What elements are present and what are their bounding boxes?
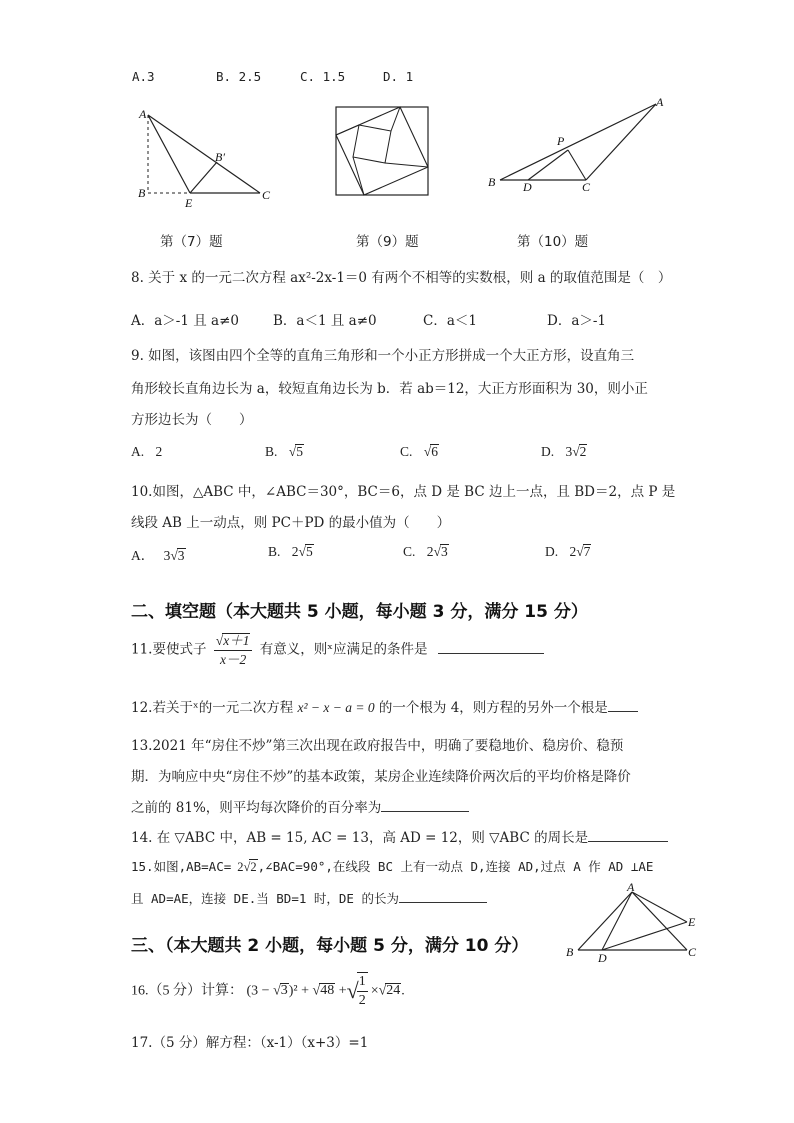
q12-pre: 12.若关于ˣ的一元二次方程 [131, 700, 294, 716]
figure-15 [562, 882, 712, 964]
q10-option-d-letter: D. [545, 544, 559, 559]
figure-7 [135, 105, 280, 210]
q15-line-1b: ,∠BAC=90°,在线段 BC 上有一动点 D,连接 AD,过点 A 作 AD ⊥AE [257, 859, 654, 874]
fig10-label-a: A [656, 95, 664, 109]
q13-answer-blank[interactable] [381, 797, 469, 812]
q9-option-d-radicand: 2 [579, 444, 587, 459]
q10-option-d-radicand: 7 [583, 544, 591, 559]
q16-num: 1 [357, 973, 368, 992]
q9-option-c-letter: C. [400, 444, 413, 459]
q9-option-d-letter: D. [541, 444, 555, 459]
q8-option-a: A．a＞-1 且 a≠0 [131, 313, 239, 329]
q16: 16.（5 分）计算： (3 − √3)² + √48 +√ $\frac{1}{2}$ ×√24. [131, 972, 405, 1010]
fig7-label-a: A [139, 107, 147, 121]
q9-line-1: 9. 如图，该图由四个全等的直角三角形和一个小正方形拼成一个大正方形，设直角三 [131, 348, 635, 364]
q10-option-b-letter: B. [268, 544, 281, 559]
q13-line-2: 期．为响应中央“房住不炒”的基本政策，某房企业连续降价两次后的平均价格是降价 [131, 769, 631, 785]
q15-answer-blank[interactable] [399, 888, 487, 903]
q11-answer-blank[interactable] [438, 639, 544, 654]
q12-equation: x² − x − a = 0 [297, 700, 375, 715]
q10-option-c: C. 2√3 [403, 544, 448, 559]
fig15-label-c: C [688, 945, 697, 959]
q10-option-c-letter: C. [403, 544, 416, 559]
q15-radicand: 2 [250, 860, 257, 874]
fig10-label-c: C [582, 180, 591, 194]
q16-r2: 48 [320, 983, 335, 999]
q9-option-c-radicand: 6 [431, 444, 438, 459]
q9-option-b-letter: B. [265, 444, 278, 459]
q11-pre: 11.要使式子 [131, 641, 207, 658]
q11 [131, 632, 544, 668]
q10-option-a-letter: A． [131, 548, 155, 563]
fig10-label-p: P [557, 134, 565, 148]
q12 [131, 696, 638, 716]
q16-den: 2 [358, 993, 366, 1009]
q10-option-a-radicand: 3 [177, 548, 185, 563]
q13-line-1: 13.2021 年“房住不炒”第三次出现在政府报告中，明确了要稳地价、稳房价、稳预 [131, 738, 624, 754]
fig9-caption: 第（9）题 [356, 234, 419, 250]
fig7-label-e: E [185, 196, 193, 210]
section-2-heading: 二、填空题（本大题共 5 小题，每小题 3 分，满分 15 分） [131, 602, 588, 622]
q9-option-d: D. 3√2 [541, 444, 587, 459]
q9-option-d-coef: 3 [565, 444, 573, 459]
q10-option-c-coef: 2 [426, 544, 434, 559]
q11-denominator: x－2 [219, 651, 247, 667]
q12-answer-blank[interactable] [608, 697, 638, 712]
q9-option-a-letter: A. [131, 444, 145, 459]
q15-coef: 2 [237, 860, 244, 874]
q16-expr-a: (3 − [246, 983, 274, 999]
fig7-label-bprime: B′ [215, 150, 225, 164]
figure-9 [335, 106, 431, 198]
fig7-label-b: B [138, 186, 146, 200]
q12-post: 的一个根为 4，则方程的另外一个根是 [378, 700, 608, 716]
q10-option-d: D. 2√7 [545, 544, 591, 559]
q10-option-d-coef: 2 [569, 544, 577, 559]
fig15-label-d: D [598, 951, 607, 964]
q10-option-a-coef: 3 [163, 548, 171, 563]
q10-option-b-coef: 2 [291, 544, 299, 559]
q14-text: 14. 在 ▽ABC 中，AB = 15, AC = 13，高 AD = 12，则 ▽ABC 的周长是 [131, 830, 589, 846]
q7-option-a: A.3 [132, 69, 155, 84]
q16-pre: 16.（5 分）计算： [131, 983, 243, 999]
q8-option-c: C．a＜1 [423, 313, 477, 329]
fig10-label-d: D [523, 180, 532, 194]
fig15-label-a: A [627, 882, 635, 894]
q15-line-1: 15.如图,AB=AC= 2√2,∠BAC=90°,在线段 BC 上有一动点 D,连接 AD,过点 A 作 AD ⊥AE [131, 859, 654, 874]
q10-option-c-radicand: 3 [440, 544, 448, 559]
figure-10 [486, 94, 672, 194]
q10-option-a: A． 3√3 [131, 548, 185, 563]
q17: 17.（5 分）解方程：（x-1）（x+3）=1 [131, 1035, 369, 1051]
q9-option-b: B. √5 [265, 444, 303, 459]
q16-r3: 24 [386, 983, 401, 999]
q11-numerator: x＋1 [223, 633, 250, 648]
fig15-label-b: B [566, 945, 574, 959]
q14-answer-blank[interactable] [588, 827, 668, 842]
q9-option-c: C. √6 [400, 444, 438, 459]
q10-option-b: B. 2√5 [268, 544, 313, 559]
q13-line-3-text: 之前的 81%，则平均每次降价的百分率为 [131, 800, 382, 816]
section-3-heading: 三、（本大题共 2 小题，每小题 5 分，满分 10 分） [131, 936, 529, 956]
q10-line-1: 10.如图，△ABC 中，∠ABC＝30°，BC＝6，点 D 是 BC 边上一点，且 BD＝2，点 P 是 [131, 484, 676, 500]
q7-option-b: B. 2.5 [216, 69, 262, 84]
q10-option-b-radicand: 5 [305, 544, 313, 559]
fig7-caption: 第（7）题 [160, 234, 223, 250]
q7-option-c: C. 1.5 [300, 69, 346, 84]
fig10-label-b: B [488, 175, 496, 189]
q9-option-b-radicand: 5 [296, 444, 303, 459]
q11-fraction: $\frac{√x+1}{x-2}$ [214, 632, 253, 668]
fig10-caption: 第（10）题 [517, 234, 589, 250]
q15-line-2 [131, 888, 487, 907]
q9-option-a-value: 2 [155, 444, 163, 459]
q10-line-2: 线段 AB 上一动点，则 PC＋PD 的最小值为（ ） [131, 515, 451, 531]
q9-option-a [131, 444, 162, 460]
fig15-label-e: E [688, 915, 696, 929]
q8-text: 8. 关于 x 的一元二次方程 ax²-2x-1＝0 有两个不相等的实数根，则 a 的取值范围是（ ） [131, 270, 672, 286]
q8-option-d: D．a＞-1 [547, 313, 607, 329]
q9-line-2: 角形较长直角边长为 a，较短直角边长为 b．若 ab＝12，大正方形面积为 30，则小正 [131, 381, 648, 397]
q14 [131, 826, 668, 846]
q15-line-1a: 15.如图,AB=AC= [131, 859, 232, 874]
q7-option-d: D. 1 [383, 69, 414, 84]
q16-expr-b: )² + [288, 983, 313, 999]
q11-post: 有意义，则ˣ应满足的条件是 [259, 641, 428, 658]
q8-option-b: B．a＜1 且 a≠0 [273, 313, 377, 329]
fig7-label-c: C [262, 188, 271, 202]
q13-line-3 [131, 796, 469, 816]
q16-post: . [401, 983, 405, 999]
q16-r1: 3 [280, 983, 288, 999]
q9-line-3: 方形边长为（ ） [131, 412, 253, 428]
q15-line-2-text: 且 AD=AE，连接 DE.当 BD=1 时，DE 的长为 [131, 891, 399, 906]
